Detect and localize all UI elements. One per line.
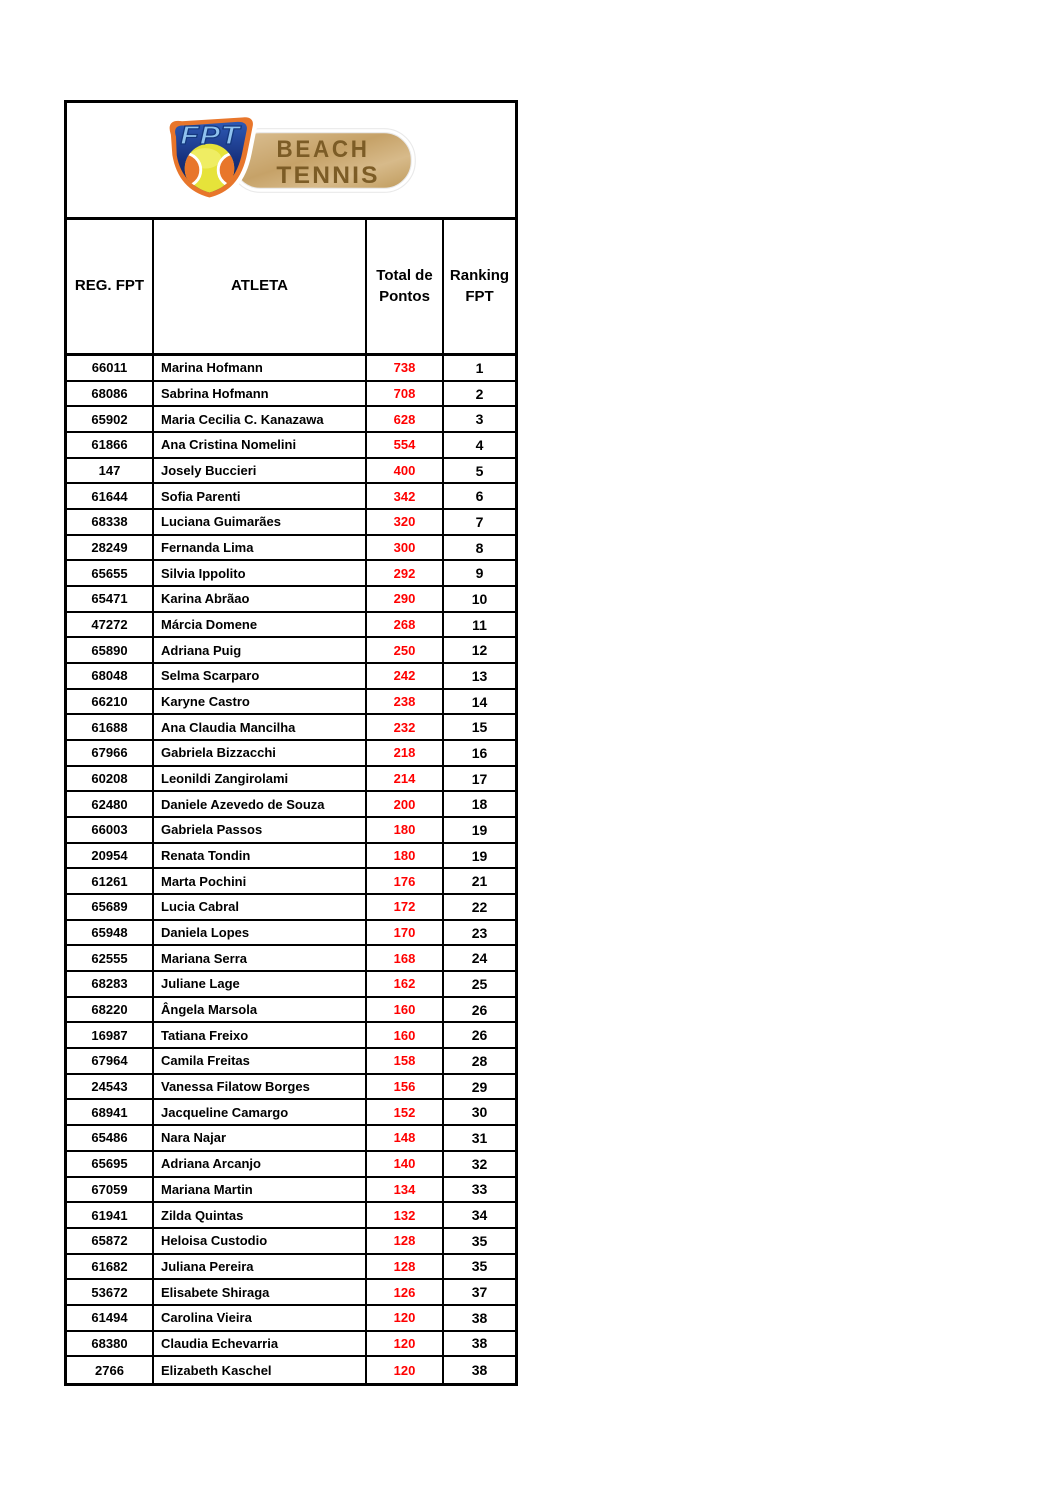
table-row (67, 715, 515, 741)
ranking-cell: 35 (471, 1232, 488, 1249)
athlete-name-cell: Mariana Martin (154, 1178, 367, 1202)
ranking-cell: 31 (471, 1129, 488, 1146)
ranking-cell: 34 (471, 1207, 488, 1223)
table-row (67, 998, 515, 1024)
reg-cell: 61866 (67, 433, 154, 457)
fpt-beach-tennis-logo (160, 113, 422, 208)
athlete-name-cell: Daniela Lopes (154, 921, 367, 945)
points-cell: 156 (367, 1075, 444, 1099)
points-cell: 214 (367, 767, 444, 791)
reg-cell: 47272 (67, 613, 154, 637)
table-row (67, 1049, 515, 1075)
points-cell: 134 (367, 1178, 444, 1202)
table-row (67, 382, 515, 408)
reg-cell: 67966 (67, 741, 154, 765)
tennis-label: TENNIS (276, 161, 380, 189)
athlete-name-cell: Leonildi Zangirolami (154, 767, 367, 791)
ranking-cell: 11 (472, 616, 487, 633)
points-cell: 170 (367, 921, 444, 945)
table-row (67, 690, 515, 716)
table-row (67, 1100, 515, 1126)
athlete-name-cell: Nara Najar (154, 1126, 367, 1150)
table-row (67, 741, 515, 767)
table-row (67, 536, 515, 562)
points-cell: 292 (367, 561, 444, 585)
table-row (67, 561, 515, 587)
reg-cell: 66011 (67, 356, 154, 380)
ranking-cell: 26 (471, 1001, 488, 1018)
reg-cell: 61688 (67, 715, 154, 739)
reg-cell: 2766 (67, 1357, 154, 1383)
points-cell: 152 (367, 1100, 444, 1124)
table-row (67, 1075, 515, 1101)
athlete-name-cell: Elisabete Shiraga (154, 1280, 367, 1304)
table-row (67, 1178, 515, 1204)
table-row (67, 869, 515, 895)
points-cell: 218 (367, 741, 444, 765)
reg-cell: 53672 (67, 1280, 154, 1304)
points-cell: 708 (367, 382, 444, 406)
table-body (67, 356, 515, 1383)
athlete-name-cell: Sofia Parenti (154, 484, 367, 508)
athlete-name-cell: Adriana Puig (154, 638, 367, 662)
table-row (67, 484, 515, 510)
points-cell: 628 (367, 407, 444, 431)
athlete-name-cell: Lucia Cabral (154, 895, 367, 919)
table-row (67, 1152, 515, 1178)
ranking-cell: 3 (475, 411, 484, 428)
table-row (67, 587, 515, 613)
points-cell: 180 (367, 844, 444, 868)
table-row (67, 459, 515, 485)
table-row (67, 1229, 515, 1255)
table-row (67, 946, 515, 972)
athlete-name-cell: Adriana Arcanjo (154, 1152, 367, 1176)
reg-cell: 65471 (67, 587, 154, 611)
reg-cell: 65689 (67, 895, 154, 919)
reg-cell: 61682 (67, 1255, 154, 1279)
points-cell: 180 (367, 818, 444, 842)
ranking-cell: 8 (475, 539, 484, 556)
ranking-cell: 23 (471, 924, 488, 941)
points-cell: 290 (367, 587, 444, 611)
ranking-cell: 5 (475, 462, 484, 479)
athlete-name-cell: Ana Cristina Nomelini (154, 433, 367, 457)
reg-cell: 67059 (67, 1178, 154, 1202)
athlete-name-cell: Luciana Guimarães (154, 510, 367, 534)
table-row (67, 1203, 515, 1229)
points-cell: 200 (367, 792, 444, 816)
reg-cell: 68048 (67, 664, 154, 688)
logo-cell (67, 103, 515, 220)
table-row (67, 1306, 515, 1332)
table-row (67, 972, 515, 998)
reg-cell: 68941 (67, 1100, 154, 1124)
table-row (67, 356, 515, 382)
table-row (67, 818, 515, 844)
reg-cell: 62555 (67, 946, 154, 970)
reg-cell: 68380 (67, 1332, 154, 1356)
athlete-name-cell: Zilda Quintas (154, 1203, 367, 1227)
reg-cell: 60208 (67, 767, 154, 791)
reg-cell: 65890 (67, 638, 154, 662)
ranking-cell: 32 (471, 1155, 488, 1172)
ranking-cell: 12 (471, 642, 488, 659)
points-cell: 132 (367, 1203, 444, 1227)
reg-cell: 67964 (67, 1049, 154, 1073)
points-cell: 168 (367, 946, 444, 970)
table-row (67, 844, 515, 870)
points-cell: 250 (367, 638, 444, 662)
points-cell: 232 (367, 715, 444, 739)
table-row (67, 1280, 515, 1306)
beach-label: BEACH (276, 135, 370, 163)
reg-cell: 66210 (67, 690, 154, 714)
points-cell: 120 (367, 1306, 444, 1330)
header-ranking-fpt: Ranking FPT (449, 267, 510, 305)
table-row (67, 792, 515, 818)
table-row (67, 613, 515, 639)
points-cell: 176 (367, 869, 444, 893)
table-row (67, 407, 515, 433)
ranking-cell: 19 (471, 847, 488, 864)
table-row (67, 510, 515, 536)
reg-cell: 65902 (67, 407, 154, 431)
athlete-name-cell: Tatiana Freixo (154, 1023, 367, 1047)
points-cell: 158 (367, 1049, 444, 1073)
athlete-name-cell: Ângela Marsola (154, 998, 367, 1022)
points-cell: 120 (367, 1357, 444, 1383)
reg-cell: 62480 (67, 792, 154, 816)
table-row (67, 767, 515, 793)
table-row (67, 1357, 515, 1383)
athlete-name-cell: Márcia Domene (154, 613, 367, 637)
points-cell: 126 (367, 1280, 444, 1304)
reg-cell: 65872 (67, 1229, 154, 1253)
athlete-name-cell: Carolina Vieira (154, 1306, 367, 1330)
ranking-cell: 4 (475, 436, 484, 453)
points-cell: 320 (367, 510, 444, 534)
athlete-name-cell: Juliane Lage (154, 972, 367, 996)
reg-cell: 68086 (67, 382, 154, 406)
ranking-cell: 22 (471, 898, 488, 915)
table-row (67, 664, 515, 690)
reg-cell: 16987 (67, 1023, 154, 1047)
athlete-name-cell: Josely Buccieri (154, 459, 367, 483)
ranking-cell: 26 (471, 1027, 488, 1044)
table-row (67, 638, 515, 664)
reg-cell: 66003 (67, 818, 154, 842)
ranking-cell: 2 (475, 385, 484, 402)
ranking-cell: 6 (475, 488, 484, 505)
athlete-name-cell: Marina Hofmann (154, 356, 367, 380)
points-cell: 120 (367, 1332, 444, 1356)
ranking-cell: 24 (471, 950, 488, 967)
athlete-name-cell: Sabrina Hofmann (154, 382, 367, 406)
table-row (67, 1126, 515, 1152)
athlete-name-cell: Karyne Castro (154, 690, 367, 714)
ranking-cell: 29 (471, 1078, 488, 1095)
fpt-shield-icon (167, 115, 255, 200)
reg-cell: 61494 (67, 1306, 154, 1330)
points-cell: 400 (367, 459, 444, 483)
table-row (67, 1023, 515, 1049)
points-cell: 160 (367, 998, 444, 1022)
points-cell: 342 (367, 484, 444, 508)
athlete-name-cell: Gabriela Bizzacchi (154, 741, 367, 765)
reg-cell: 65695 (67, 1152, 154, 1176)
reg-cell: 68220 (67, 998, 154, 1022)
athlete-name-cell: Camila Freitas (154, 1049, 367, 1073)
athlete-name-cell: Karina Abrãao (154, 587, 367, 611)
athlete-name-cell: Elizabeth Kaschel (154, 1357, 367, 1383)
athlete-name-cell: Vanessa Filatow Borges (154, 1075, 367, 1099)
ranking-cell: 17 (471, 770, 488, 787)
athlete-name-cell: Claudia Echevarria (154, 1332, 367, 1356)
ranking-cell: 30 (471, 1104, 488, 1121)
reg-cell: 61941 (67, 1203, 154, 1227)
reg-cell: 61261 (67, 869, 154, 893)
ranking-cell: 13 (471, 667, 488, 684)
reg-cell: 147 (67, 459, 154, 483)
points-cell: 738 (367, 356, 444, 380)
ranking-cell: 7 (475, 513, 484, 530)
ranking-cell: 38 (471, 1335, 488, 1352)
ranking-cell: 25 (471, 975, 488, 992)
athlete-name-cell: Jacqueline Camargo (154, 1100, 367, 1124)
points-cell: 128 (367, 1255, 444, 1279)
athlete-name-cell: Ana Claudia Mancilha (154, 715, 367, 739)
athlete-name-cell: Juliana Pereira (154, 1255, 367, 1279)
fpt-label: FPT (180, 119, 242, 150)
athlete-name-cell: Daniele Azevedo de Souza (154, 792, 367, 816)
ranking-cell: 28 (471, 1052, 488, 1069)
ranking-cell: 16 (471, 744, 488, 761)
reg-cell: 24543 (67, 1075, 154, 1099)
header-reg-fpt: REG. FPT (67, 220, 154, 353)
points-cell: 242 (367, 664, 444, 688)
ranking-cell: 38 (471, 1309, 488, 1326)
header-total-pontos: Total de Pontos (367, 220, 444, 353)
table-row (67, 1332, 515, 1358)
ranking-cell: 9 (475, 565, 484, 582)
table-row (67, 1255, 515, 1281)
reg-cell: 65655 (67, 561, 154, 585)
points-cell: 172 (367, 895, 444, 919)
ranking-cell: 21 (471, 873, 488, 890)
ranking-cell: 14 (471, 693, 488, 710)
athlete-name-cell: Silvia Ippolito (154, 561, 367, 585)
athlete-name-cell: Gabriela Passos (154, 818, 367, 842)
reg-cell: 61644 (67, 484, 154, 508)
points-cell: 148 (367, 1126, 444, 1150)
athlete-name-cell: Renata Tondin (154, 844, 367, 868)
reg-cell: 65486 (67, 1126, 154, 1150)
reg-cell: 20954 (67, 844, 154, 868)
points-cell: 268 (367, 613, 444, 637)
ranking-cell: 38 (471, 1362, 488, 1379)
header-atleta: ATLETA (154, 220, 367, 353)
athlete-name-cell: Maria Cecilia C. Kanazawa (154, 407, 367, 431)
table-header (67, 220, 515, 356)
points-cell: 160 (367, 1023, 444, 1047)
points-cell: 140 (367, 1152, 444, 1176)
beach-tennis-banner (231, 130, 413, 190)
points-cell: 238 (367, 690, 444, 714)
table-row (67, 895, 515, 921)
ranking-cell: 1 (475, 359, 484, 376)
table-row (67, 433, 515, 459)
ranking-cell: 10 (471, 590, 488, 607)
ranking-cell: 15 (471, 719, 488, 736)
points-cell: 300 (367, 536, 444, 560)
ranking-cell: 37 (471, 1284, 488, 1301)
reg-cell: 68283 (67, 972, 154, 996)
ranking-table (64, 100, 518, 1386)
athlete-name-cell: Selma Scarparo (154, 664, 367, 688)
points-cell: 128 (367, 1229, 444, 1253)
reg-cell: 65948 (67, 921, 154, 945)
athlete-name-cell: Mariana Serra (154, 946, 367, 970)
ranking-cell: 33 (471, 1181, 488, 1198)
athlete-name-cell: Heloisa Custodio (154, 1229, 367, 1253)
points-cell: 162 (367, 972, 444, 996)
athlete-name-cell: Marta Pochini (154, 869, 367, 893)
reg-cell: 68338 (67, 510, 154, 534)
table-row (67, 921, 515, 947)
ranking-cell: 19 (471, 821, 488, 838)
points-cell: 554 (367, 433, 444, 457)
ranking-cell: 35 (471, 1258, 488, 1275)
ranking-cell: 18 (471, 796, 488, 813)
athlete-name-cell: Fernanda Lima (154, 536, 367, 560)
reg-cell: 28249 (67, 536, 154, 560)
